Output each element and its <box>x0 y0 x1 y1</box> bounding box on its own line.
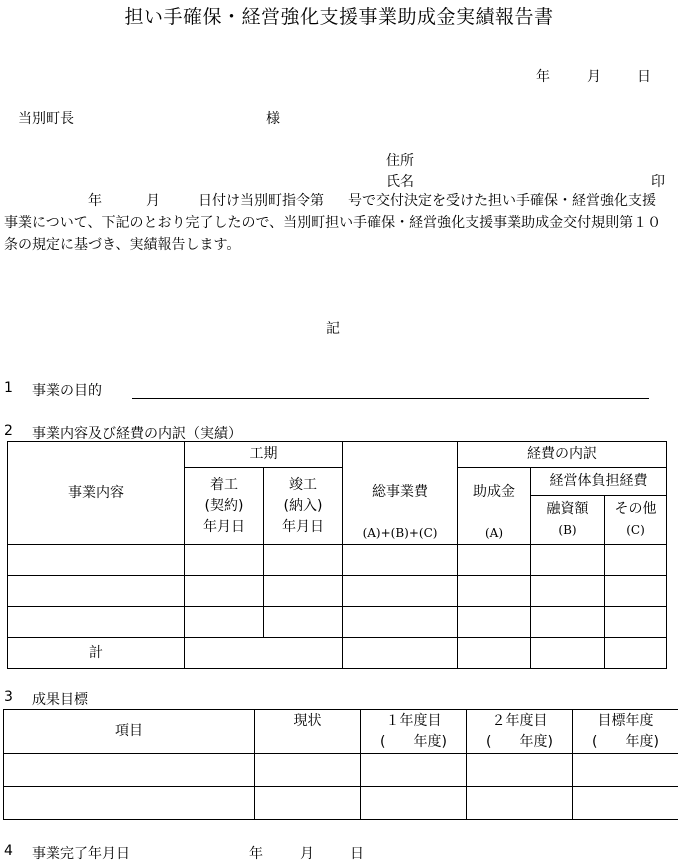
header-item: 項目 <box>4 710 255 754</box>
header-other-code: (C) <box>605 520 666 541</box>
body-text-1: 日付け当別町指令第 <box>198 193 324 209</box>
addressee-name: 当別町長 <box>18 108 74 128</box>
name-label: 氏名 <box>386 171 414 191</box>
header-burden: 経営体負担経費 <box>531 468 667 496</box>
completion-month: 月 <box>300 843 314 863</box>
header-end-line2: (納入) <box>264 496 342 517</box>
total-row <box>8 638 667 669</box>
header-total <box>343 442 458 545</box>
header-breakdown: 経費の内訳 <box>458 442 667 468</box>
header-loan-code: (B) <box>531 520 604 541</box>
expense-table <box>7 441 667 669</box>
date-day-label: 日 <box>637 66 651 86</box>
header-start-line3: 年月日 <box>185 517 263 538</box>
header-total-label: 総事業費 <box>343 482 457 503</box>
header-loan <box>531 496 605 545</box>
section4-number: 4 <box>4 843 13 859</box>
address-label: 住所 <box>386 150 414 170</box>
ki-label: 記 <box>326 318 340 338</box>
section2-number: 2 <box>4 423 13 439</box>
table-row <box>4 787 678 820</box>
completion-day: 日 <box>350 843 364 863</box>
body-month: 月 <box>146 193 160 209</box>
header-end-line3: 年月日 <box>264 517 342 538</box>
body-text-2: 号で交付決定を受けた担い手確保・経営強化支援事業について、下記のとおり完了したので、当別町担い手確保・経営強化支援事業助成金交付規則第１０条の規定に基づき、実績報告します。 <box>4 193 661 253</box>
section3-label: 成果目標 <box>32 689 88 709</box>
seal-mark: 印 <box>651 171 665 191</box>
header-other <box>605 496 667 545</box>
header-start-line1: 着工 <box>185 475 263 496</box>
section2-label: 事業内容及び経費の内訳（実績） <box>32 423 242 443</box>
header-start <box>185 468 264 545</box>
header-other-label: その他 <box>605 499 666 520</box>
table-row <box>8 607 667 638</box>
header-period: 工期 <box>185 442 343 468</box>
body-year: 年 <box>88 193 102 209</box>
header-year1-label: １年度目 <box>361 711 466 732</box>
report-body <box>4 190 668 256</box>
table-row <box>8 576 667 607</box>
header-subsidy-code: (A) <box>458 523 530 544</box>
header-start-line2: (契約) <box>185 496 263 517</box>
table-row <box>8 545 667 576</box>
header-current: 現状 <box>255 710 361 754</box>
header-target-label: 目標年度 <box>573 711 678 732</box>
addressee-honorific: 様 <box>266 108 280 128</box>
document-title: 担い手確保・経営強化支援事業助成金実績報告書 <box>0 2 678 29</box>
section1-number: 1 <box>4 380 13 396</box>
header-end <box>264 468 343 545</box>
header-end-line1: 竣工 <box>264 475 342 496</box>
header-loan-label: 融資額 <box>531 499 604 520</box>
total-row-label: 計 <box>8 638 185 669</box>
target-table <box>3 709 678 820</box>
section3-number: 3 <box>4 689 13 705</box>
date-year-label: 年 <box>536 66 550 86</box>
header-target-paren: ( 年度) <box>573 732 678 753</box>
header-total-formula: (A)+(B)+(C) <box>343 523 457 544</box>
header-year1-paren: ( 年度) <box>361 732 466 753</box>
header-year1 <box>361 710 467 754</box>
completion-year: 年 <box>249 843 263 863</box>
section1-label: 事業の目的 <box>32 380 102 400</box>
purpose-underline <box>132 398 649 399</box>
table-row <box>4 754 678 787</box>
header-year2-label: ２年度目 <box>467 711 572 732</box>
date-month-label: 月 <box>587 66 601 86</box>
header-year2 <box>467 710 573 754</box>
header-year2-paren: ( 年度) <box>467 732 572 753</box>
section4-label: 事業完了年月日 <box>32 843 130 863</box>
header-subsidy-label: 助成金 <box>458 482 530 503</box>
header-content: 事業内容 <box>8 442 185 545</box>
header-subsidy <box>458 468 531 545</box>
header-target <box>573 710 678 754</box>
